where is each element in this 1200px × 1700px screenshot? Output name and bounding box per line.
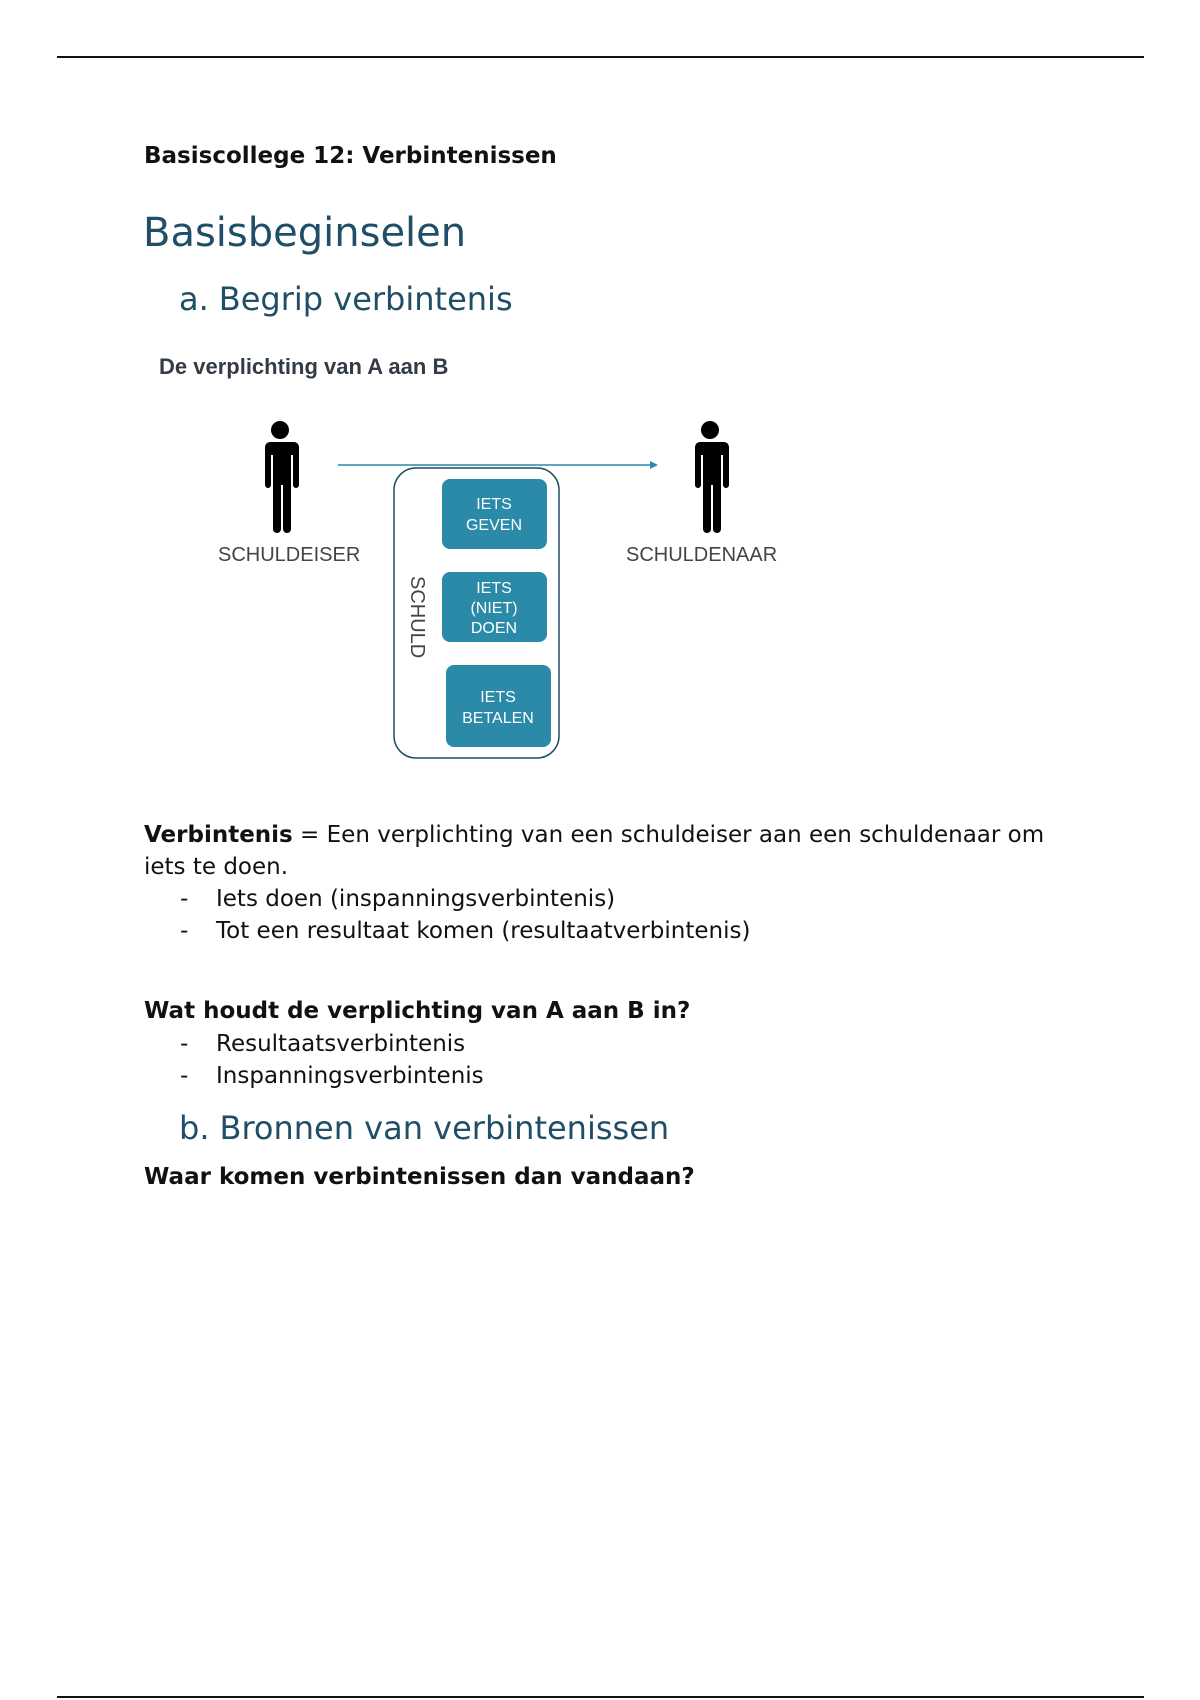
- definition-text: = Een verplichting van een schuldeiser aan een schuldenaar om iets te doen.: [144, 822, 1045, 880]
- list-item-text: Inspanningsverbintenis: [216, 1063, 484, 1089]
- box-3-line-1: IETS: [480, 689, 516, 706]
- list-marker: -: [180, 918, 189, 944]
- definition-list: [144, 883, 750, 947]
- section-heading: Basisbeginselen: [143, 210, 467, 256]
- list-item-text: Resultaatsverbintenis: [216, 1031, 466, 1057]
- diagram-title: De verplichting van A aan B: [159, 354, 449, 379]
- top-rule: [57, 56, 1144, 58]
- list-item: [144, 1060, 484, 1092]
- list-item: [144, 915, 750, 947]
- box-1-line-2: GEVEN: [465, 517, 523, 534]
- definition-term: Verbintenis: [144, 822, 293, 848]
- subheading-a-number: a.: [179, 280, 209, 318]
- list-item: [144, 883, 750, 915]
- question-1-list: [144, 1028, 484, 1092]
- definition-paragraph: [144, 819, 1064, 883]
- question-1: Wat houdt de verplichting van A aan B in?: [144, 998, 691, 1024]
- box-3-line-2: BETALEN: [462, 710, 534, 727]
- diagram-canvas: [155, 350, 815, 770]
- label-schuld: SCHULD: [406, 576, 428, 659]
- label-schuldenaar: SCHULDENAAR: [626, 544, 778, 566]
- list-marker: -: [180, 886, 189, 912]
- list-marker: -: [180, 1063, 189, 1089]
- box-2-line-3: DOEN: [470, 620, 518, 637]
- question-2: Waar komen verbintenissen dan vandaan?: [144, 1164, 695, 1190]
- list-item-text: Tot een resultaat komen (resultaatverbintenis): [216, 918, 751, 944]
- box-iets-betalen: [446, 665, 551, 747]
- person-icon-debtor: [695, 421, 729, 533]
- label-schuldeiser: SCHULDEISER: [218, 544, 361, 566]
- list-item-text: Iets doen (inspanningsverbintenis): [216, 886, 616, 912]
- obligation-diagram: [155, 350, 815, 770]
- bottom-rule: [57, 1696, 1144, 1698]
- box-iets-geven: [442, 479, 547, 549]
- box-2-line-1: IETS: [476, 580, 512, 597]
- subheading-a-label: Begrip verbintenis: [218, 280, 513, 318]
- subheading-b-number: b.: [179, 1109, 210, 1147]
- subheading-b-label: Bronnen van verbintenissen: [219, 1109, 670, 1147]
- subheading-b: [179, 1109, 669, 1147]
- list-marker: -: [180, 1031, 189, 1057]
- box-2-line-2: (NIET): [470, 600, 518, 617]
- person-icon-creditor: [265, 421, 299, 533]
- document-title: Basiscollege 12: Verbintenissen: [144, 143, 557, 169]
- subheading-a: [179, 280, 513, 318]
- list-item: [144, 1028, 484, 1060]
- box-1-line-1: IETS: [476, 496, 512, 513]
